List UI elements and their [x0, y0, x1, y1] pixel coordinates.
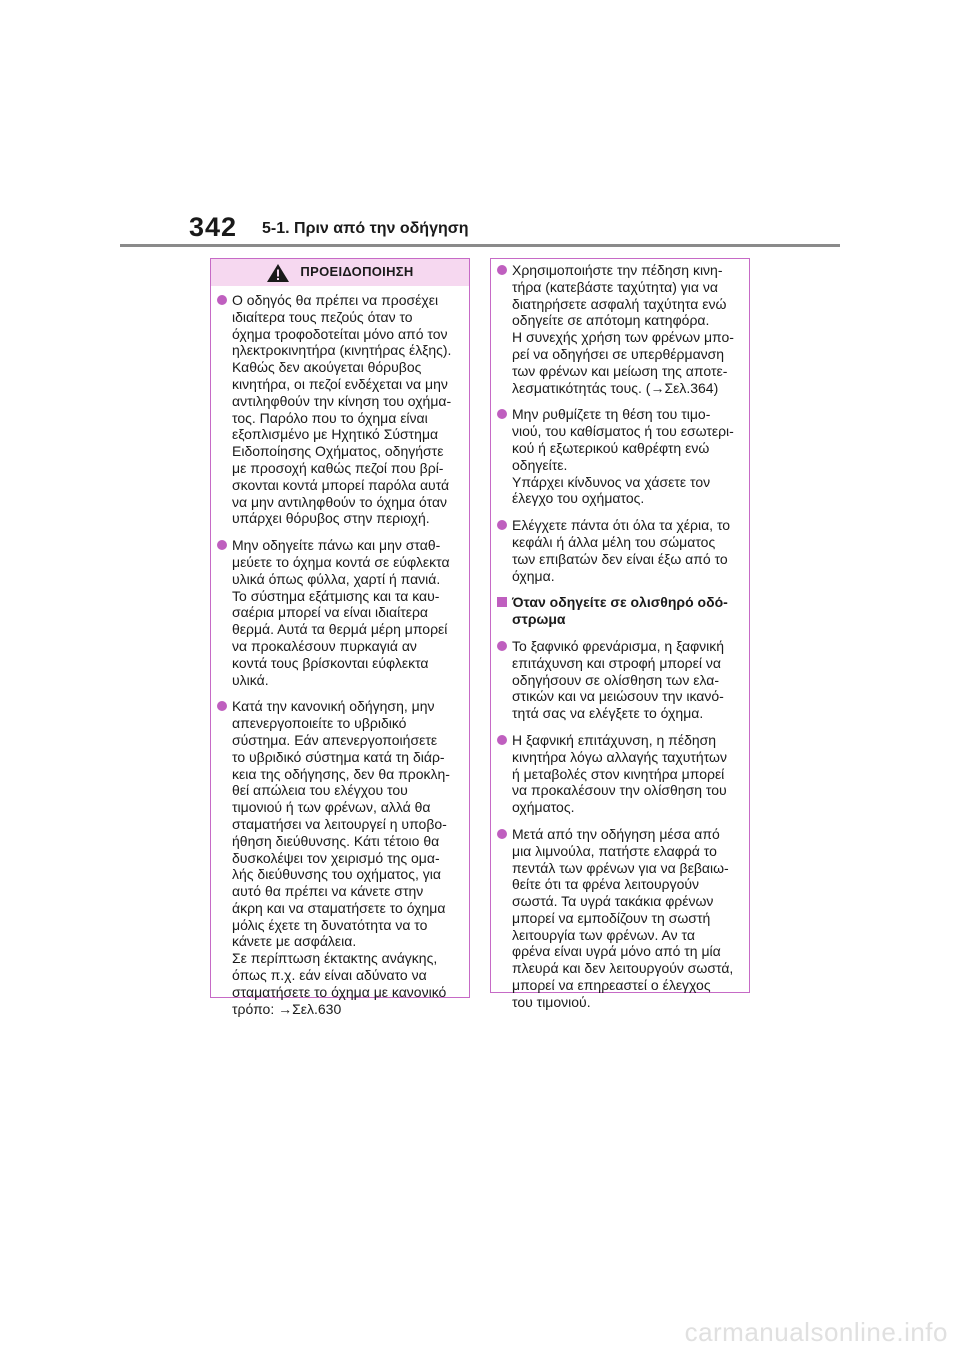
list-item	[497, 732, 741, 816]
warning-box	[210, 258, 470, 1017]
list-item-text: Κατά την κανονική οδήγηση, μην απενεργοποιείτε το υβριδικό σύστημα. Εάν απενεργοποιήσετε το υβριδικό σύστημα κατά τη διάρ- κεια της οδήγησης, δεν θα προκλη- θεί απώλεια του ελέγχου του τιμονιού ή των φρένων, αλλά θα σταματήσει να λειτουργεί η υποβο- ήθηση διεύθυνσης. Κάτι τέτοιο θα δυσκολέψει τον χειρισμό της ομα- λής διεύθυνσης του οχήματος, για αυτό θα πρέπει να κάνετε στην άκρη και να σταματήσετε το όχημα μόλις έχετε τη δυνατότητα να το κάνετε με ασφάλεια. Σε περίπτωση έκτακτης ανάγκης, όπως π.χ. εάν είναι αδύνατο να σταματήσετε το όχημα με κανονικό τρόπο: →Σελ.630	[232, 698, 450, 1017]
circle-bullet-icon	[217, 540, 227, 550]
list-item-text: Μετά από την οδήγηση μέσα από μια λιμνούλα, πατήστε ελαφρά το πεντάλ των φρένων για να βεβαιω- θείτε ότι τα φρένα λειτουργούν σωστά. Τα υγρά τακάκια φρένων μπορεί να εμποδίζουν τη σωστή λειτουργία των φρένων. Αν τα φρένα είναι υγρά μόνο από τη μία πλευρά και δεν λειτουργούν σωστά, μπορεί να επηρεαστεί ο έλεγχος του τιμονιού.	[512, 825, 734, 1010]
list-item	[217, 537, 461, 688]
subheading	[497, 594, 741, 628]
section-title: 5-1. Πριν από την οδήγηση	[262, 220, 469, 237]
warning-triangle-icon	[266, 263, 290, 283]
square-bullet-icon	[497, 597, 507, 607]
list-item	[497, 826, 741, 1011]
list-item-text: Χρησιμοποιήστε την πέδηση κινη- τήρα (κατεβάστε ταχύτητα) για να διατηρήσετε ασφαλή ταχύτητα ενώ οδηγείτε σε απότομη κατηφόρα. Η συνεχής χρήση των φρένων μπο- ρεί να οδηγήσει σε υπερθέρμανση των φρένων και μείωση της αποτε- λεσματικότητάς τους. (→Σελ.364)	[512, 262, 734, 396]
list-item	[217, 292, 461, 527]
header-rule	[120, 244, 840, 247]
list-item-text: Μην οδηγείτε πάνω και μην σταθ- μεύετε το όχημα κοντά σε εύφλεκτα υλικά όπως φύλλα, χαρτί ή πανιά. Το σύστημα εξάτμισης και τα καυ- σαέρια μπορεί να είναι ιδιαίτερα θερμά. Αυτά τα θερμά μέρη μπορεί να προκαλέσουν πυρκαγιά αν κοντά τους βρίσκονται εύφλεκτα υλικά.	[232, 537, 450, 688]
list-item-text: Το ξαφνικό φρενάρισμα, η ξαφνική επιτάχυνση και στροφή μπορεί να οδηγήσουν σε ολίσθηση των ελα- στικών και να μειώσουν την ικανό- τητά σας να ελέγξετε το όχημα.	[512, 637, 725, 722]
list-item	[497, 406, 741, 507]
circle-bullet-icon	[497, 641, 507, 651]
list-item	[497, 262, 741, 396]
list-item-text: Ο οδηγός θα πρέπει να προσέχει ιδιαίτερα τους πεζούς όταν το όχημα τροφοδοτείται μόνο από τον ηλεκτροκινητήρα (κινητήρας έλξης). Καθώς δεν ακούγεται θόρυβος κινητήρα, οι πεζοί ενδέχεται να μην αντιληφθούν την κίνηση του οχήμα- τος. Παρόλο που το όχημα είναι εξοπλισμένο με Ηχητικό Σύστημα Ειδοποίησης Οχήματος, οδηγήστε με προσοχή καθώς πεζοί που βρί- σκονται κοντά μπορεί παρόλα αυτά να μην αντιληφθούν το όχημα όταν υπάρχει θόρυβος στην περιοχή.	[232, 292, 452, 527]
list-item-text: Η ξαφνική επιτάχυνση, η πέδηση κινητήρα λόγω αλλαγής ταχυτήτων ή μεταβολές στον κινητήρα μπορεί να προκαλέσουν την ολίσθηση του οχήματος.	[512, 731, 727, 816]
warning-heading: ΠΡΟΕΙΔΟΠΟΙΗΣΗ	[300, 264, 414, 280]
list-item	[497, 517, 741, 584]
list-item	[497, 638, 741, 722]
subheading-text: Όταν οδηγείτε σε ολισθηρό οδό- στρωμα	[512, 594, 728, 628]
circle-bullet-icon	[217, 701, 227, 711]
warning-header	[211, 259, 469, 286]
circle-bullet-icon	[497, 265, 507, 275]
watermark: carmanualsonline.info	[684, 1317, 948, 1347]
page-number: 342	[189, 212, 238, 242]
circle-bullet-icon	[217, 295, 227, 305]
circle-bullet-icon	[497, 520, 507, 530]
circle-bullet-icon	[497, 829, 507, 839]
circle-bullet-icon	[497, 409, 507, 419]
list-item-text: Μην ρυθμίζετε τη θέση του τιμο- νιού, του καθίσματος ή του εσωτερι- κού ή εξωτερικού καθρέφτη ενώ οδηγείτε. Υπάρχει κίνδυνος να χάσετε τον έλεγχο του οχήματος.	[512, 406, 734, 507]
list-item-text: Ελέγχετε πάντα ότι όλα τα χέρια, το κεφάλι ή άλλα μέλη του σώματος των επιβατών δεν είναι έξω από το όχημα.	[512, 517, 731, 584]
circle-bullet-icon	[497, 735, 507, 745]
list-item	[217, 698, 461, 1017]
warning-box-continued	[490, 258, 750, 1010]
